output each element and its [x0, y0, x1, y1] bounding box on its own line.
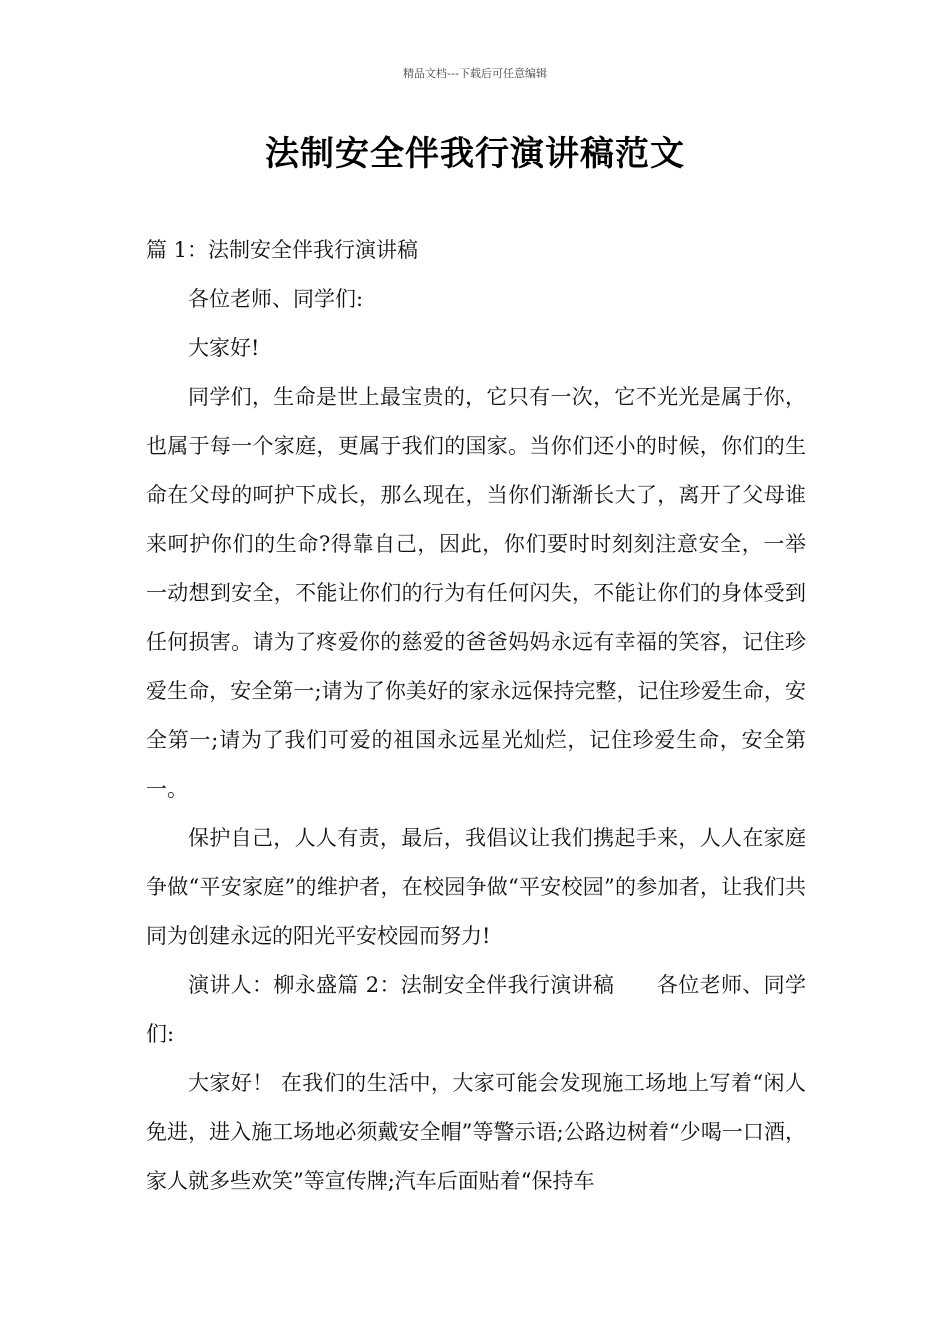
- document-title: 法制安全伴我行演讲稿范文: [265, 134, 685, 174]
- paragraph-signs: 大家好！ 在我们的生活中，大家可能会发现施工场地上写着“闲人免进，进入施工场地必须戴安全帽”等警示语;公路边树着“少喝一口酒，家人就多些欢笑”等宣传牌;汽车后面贴着“保持车: [146, 1071, 806, 1193]
- paragraph-hello: 大家好!: [188, 336, 260, 360]
- paragraph-greeting: 各位老师、同学们:: [188, 287, 364, 311]
- paragraph-speaker: 演讲人：柳永盛篇 2：法制安全伴我行演讲稿 各位老师、同学们:: [146, 973, 806, 1046]
- document-body: [146, 226, 806, 1206]
- paragraph-protect: 保护自己，人人有责，最后，我倡议让我们携起手来，人人在家庭争做“平安家庭”的维护者，在校园争做“平安校园”的参加者，让我们共同为创建永远的阳光平安校园而努力!: [146, 826, 806, 948]
- paragraph-life: 同学们，生命是世上最宝贵的，它只有一次，它不光光是属于你，也属于每一个家庭，更属于我们的国家。当你们还小的时候，你们的生命在父母的呵护下成长，那么现在，当你们渐渐长大了，离开了父母谁来呵护你们的生命?得靠自己，因此，你们要时时刻刻注意安全，一举一动想到安全，不能让你们的行为有任何闪失，不能让你们的身体受到任何损害。请为了疼爱你的慈爱的爸爸妈妈永远有幸福的笑容，记住珍爱生命，安全第一;请为了你美好的家永远保持完整，记住珍爱生命，安全第一;请为了我们可爱的祖国永远星光灿烂，记住珍爱生命，安全第一。: [146, 385, 806, 801]
- header-note: 精品文档---下载后可任意编辑: [403, 67, 547, 80]
- section-heading: 篇 1：法制安全伴我行演讲稿: [146, 238, 419, 262]
